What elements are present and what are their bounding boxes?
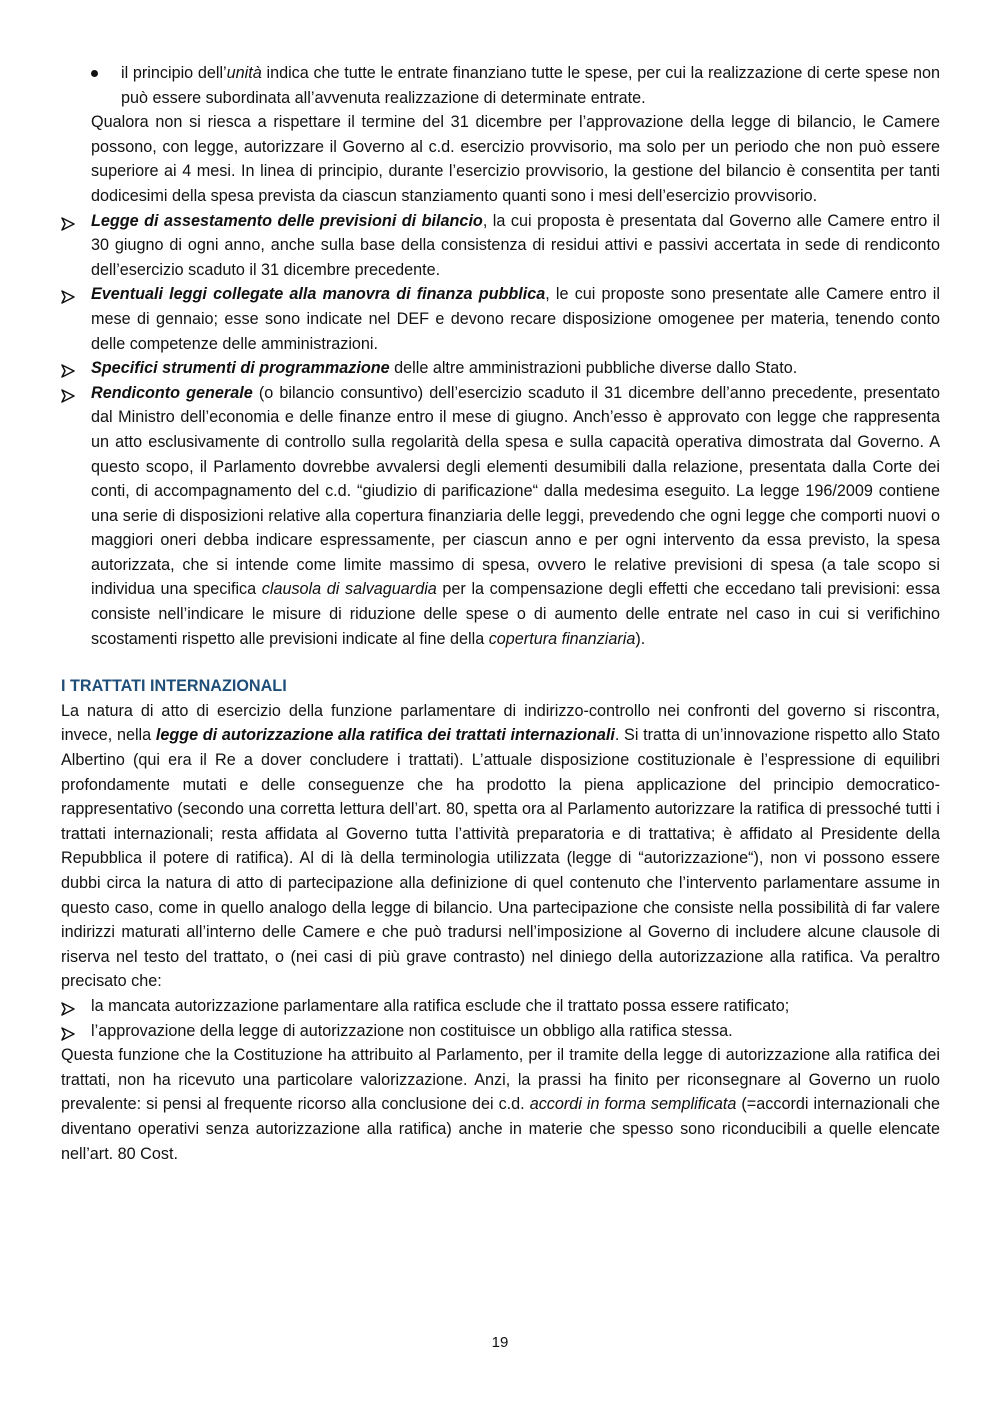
paragraph-trattati	[61, 699, 940, 994]
section-heading: I TRATTATI INTERNAZIONALI	[61, 677, 287, 696]
text: (=accordi internazionali che diventano operativi senza autorizzazione alla ratifica) anche in materie che spesso sono riconducibili a quelle elencate nell’art. 80 Cost.	[61, 1095, 940, 1163]
emphasis: Eventuali leggi collegate alla manovra di finanza pubblica	[91, 285, 546, 304]
emphasis: Rendiconto generale	[91, 383, 253, 402]
text: , la cui proposta è presentata dal Governo alle Camere entro il 30 giugno di ogni anno, anche sulla base della consistenza di residui attivi e passivi accertata in sede di rendiconto dell’esercizio scaduto il 31 dicembre precedente.	[91, 211, 940, 279]
bullet-dot-icon	[91, 70, 98, 77]
bullet-assestamento	[61, 209, 940, 283]
text: la mancata autorizzazione parlamentare alla ratifica esclude che il trattato possa essere ratificato;	[91, 996, 790, 1015]
text: ).	[635, 629, 646, 648]
emphasis: unità	[226, 64, 262, 82]
italic-text: copertura finanziaria	[488, 629, 636, 648]
bullet-mancata-autorizzazione	[61, 994, 940, 1019]
arrow-bullet-icon	[61, 1024, 75, 1049]
page-number: 19	[491, 1334, 509, 1351]
document-page	[61, 61, 940, 1166]
italic-text: clausola di salvaguardia	[261, 580, 437, 599]
bullet-unita	[91, 61, 940, 110]
emphasis: Legge di assestamento delle previsioni di bilancio	[91, 211, 483, 230]
text: La natura di atto di esercizio della funzione parlamentare di indirizzo-controllo nei confronti del governo si riscontra, invece, nella	[61, 701, 940, 745]
italic-text: accordi in forma semplificata	[529, 1095, 737, 1114]
bullet-rendiconto	[61, 381, 940, 652]
text: Questa funzione che la Costituzione ha attribuito al Parlamento, per il tramite della legge di autorizzazione alla ratifica dei trattati, non ha ricevuto una particolare valorizzazione. Anzi, la prassi ha finito per riconsegnare al Governo un ruolo prevalente: si pensi al frequente ricorso alla conclusione dei c.d.	[61, 1046, 940, 1114]
emphasis: Specifici strumenti di programmazione	[91, 359, 390, 378]
arrow-bullet-icon	[61, 214, 75, 239]
emphasis: legge di autorizzazione alla ratifica dei trattati internazionali	[155, 726, 615, 745]
text: indica che tutte le entrate finanziano tutte le spese, per cui la realizzazione di certe spese non può essere subordinata all’avvenuta realizzazione di determinate entrate.	[121, 64, 940, 107]
text: , le cui proposte sono presentate alle Camere entro il mese di gennaio; esse sono indicate nel DEF e devono recare disposizione omogenee per materia, tenendo conto delle competenze delle amministrazioni.	[91, 285, 941, 353]
text: per la compensazione degli effetti che eccedano tali previsioni: essa consiste nell’indicare le misure di riduzione delle spese o di aumento delle entrate nel caso in cui si verifichino scostamenti rispetto alle previsioni indicate al fine della	[91, 580, 940, 648]
text: (o bilancio consuntivo) dell’esercizio scaduto il 31 dicembre dell’anno precedente, presentato dal Ministro dell’economia e delle finanze entro il mese di giugno. Anch’esso è approvato con legge che rappresenta un atto esclusivamente di controllo sulla regolarità della spesa e sulla capacità operativa dimostrata dal Governo. A questo scopo, il Parlamento dovrebbe avvalersi degli elementi desumibili dalla relazione, presentata dalla Corte dei conti, di accompagnamento del c.d. “giudizio di parificazione“ dalla medesima eseguito. La legge 196/2009 contiene una serie di disposizioni relative alla copertura finanziaria delle leggi, prevedendo che ogni legge che comporti nuovi o maggiori oneri debba indicare espressamente, per ciascun anno e per ogni intervento da essa previsto, la spesa autorizzata, che si intende come limite massimo di spesa, ovvero le relative previsioni di spesa (a tale scopo si individua una specifica	[91, 383, 940, 599]
paragraph-final	[61, 1043, 940, 1166]
arrow-bullet-icon	[61, 287, 75, 312]
bullet-approvazione	[61, 1019, 940, 1044]
text: delle altre amministrazioni pubbliche diverse dallo Stato.	[389, 359, 798, 378]
bullet-leggi-collegate	[61, 282, 940, 356]
text: l’approvazione della legge di autorizzazione non costituisce un obbligo alla ratifica stessa.	[91, 1021, 733, 1040]
text: il principio dell’	[121, 64, 227, 82]
arrow-bullet-icon	[61, 386, 75, 411]
bullet-strumenti	[61, 356, 940, 381]
paragraph-esercizio-provvisorio: Qualora non si riesca a rispettare il termine del 31 dicembre per l’approvazione della legge di bilancio, le Camere possono, con legge, autorizzare il Governo al c.d. esercizio provvisorio, ma solo per un periodo che non può essere superiore ai 4 mesi. In linea di principio, durante l’esercizio provvisorio, la gestione del bilancio è consentita per tanti dodicesimi della spesa prevista da ciascun stanziamento quanti sono i mesi dell’esercizio provvisorio.	[91, 113, 940, 205]
text: . Si tratta di un’innovazione rispetto allo Stato Albertino (qui era il Re a dover concludere i trattati). L’attuale disposizione costituzionale è l’espressione di equilibri profondamente mutati e delle conseguenze che ha prodotto la piena applicazione del principio democratico-rappresentativo (secondo una corretta lettura dell’art. 80, spetta ora al Parlamento autorizzare la ratifica di pressoché tutti i trattati internazionali; resta affidata al Governo tutta l’attività preparatoria e di trattativa; è affidato al Presidente della Repubblica il potere di ratifica). Al di là della terminologia utilizzata (legge di “autorizzazione“), non vi possono essere dubbi circa la natura di atto di partecipazione alla definizione di quel contenuto che l’intervento parlamentare assume in questo caso, come in quello analogo della legge di bilancio. Una partecipazione che consiste nella possibilità di far valere indirizzi maturati all’interno delle Camere e che può tradursi nell’imposizione al Governo di includere alcune clausole di riserva nel testo del trattato, o (nei casi di più grave contrasto) nel diniego della autorizzazione alla ratifica. Va peraltro precisato che:	[61, 726, 940, 991]
